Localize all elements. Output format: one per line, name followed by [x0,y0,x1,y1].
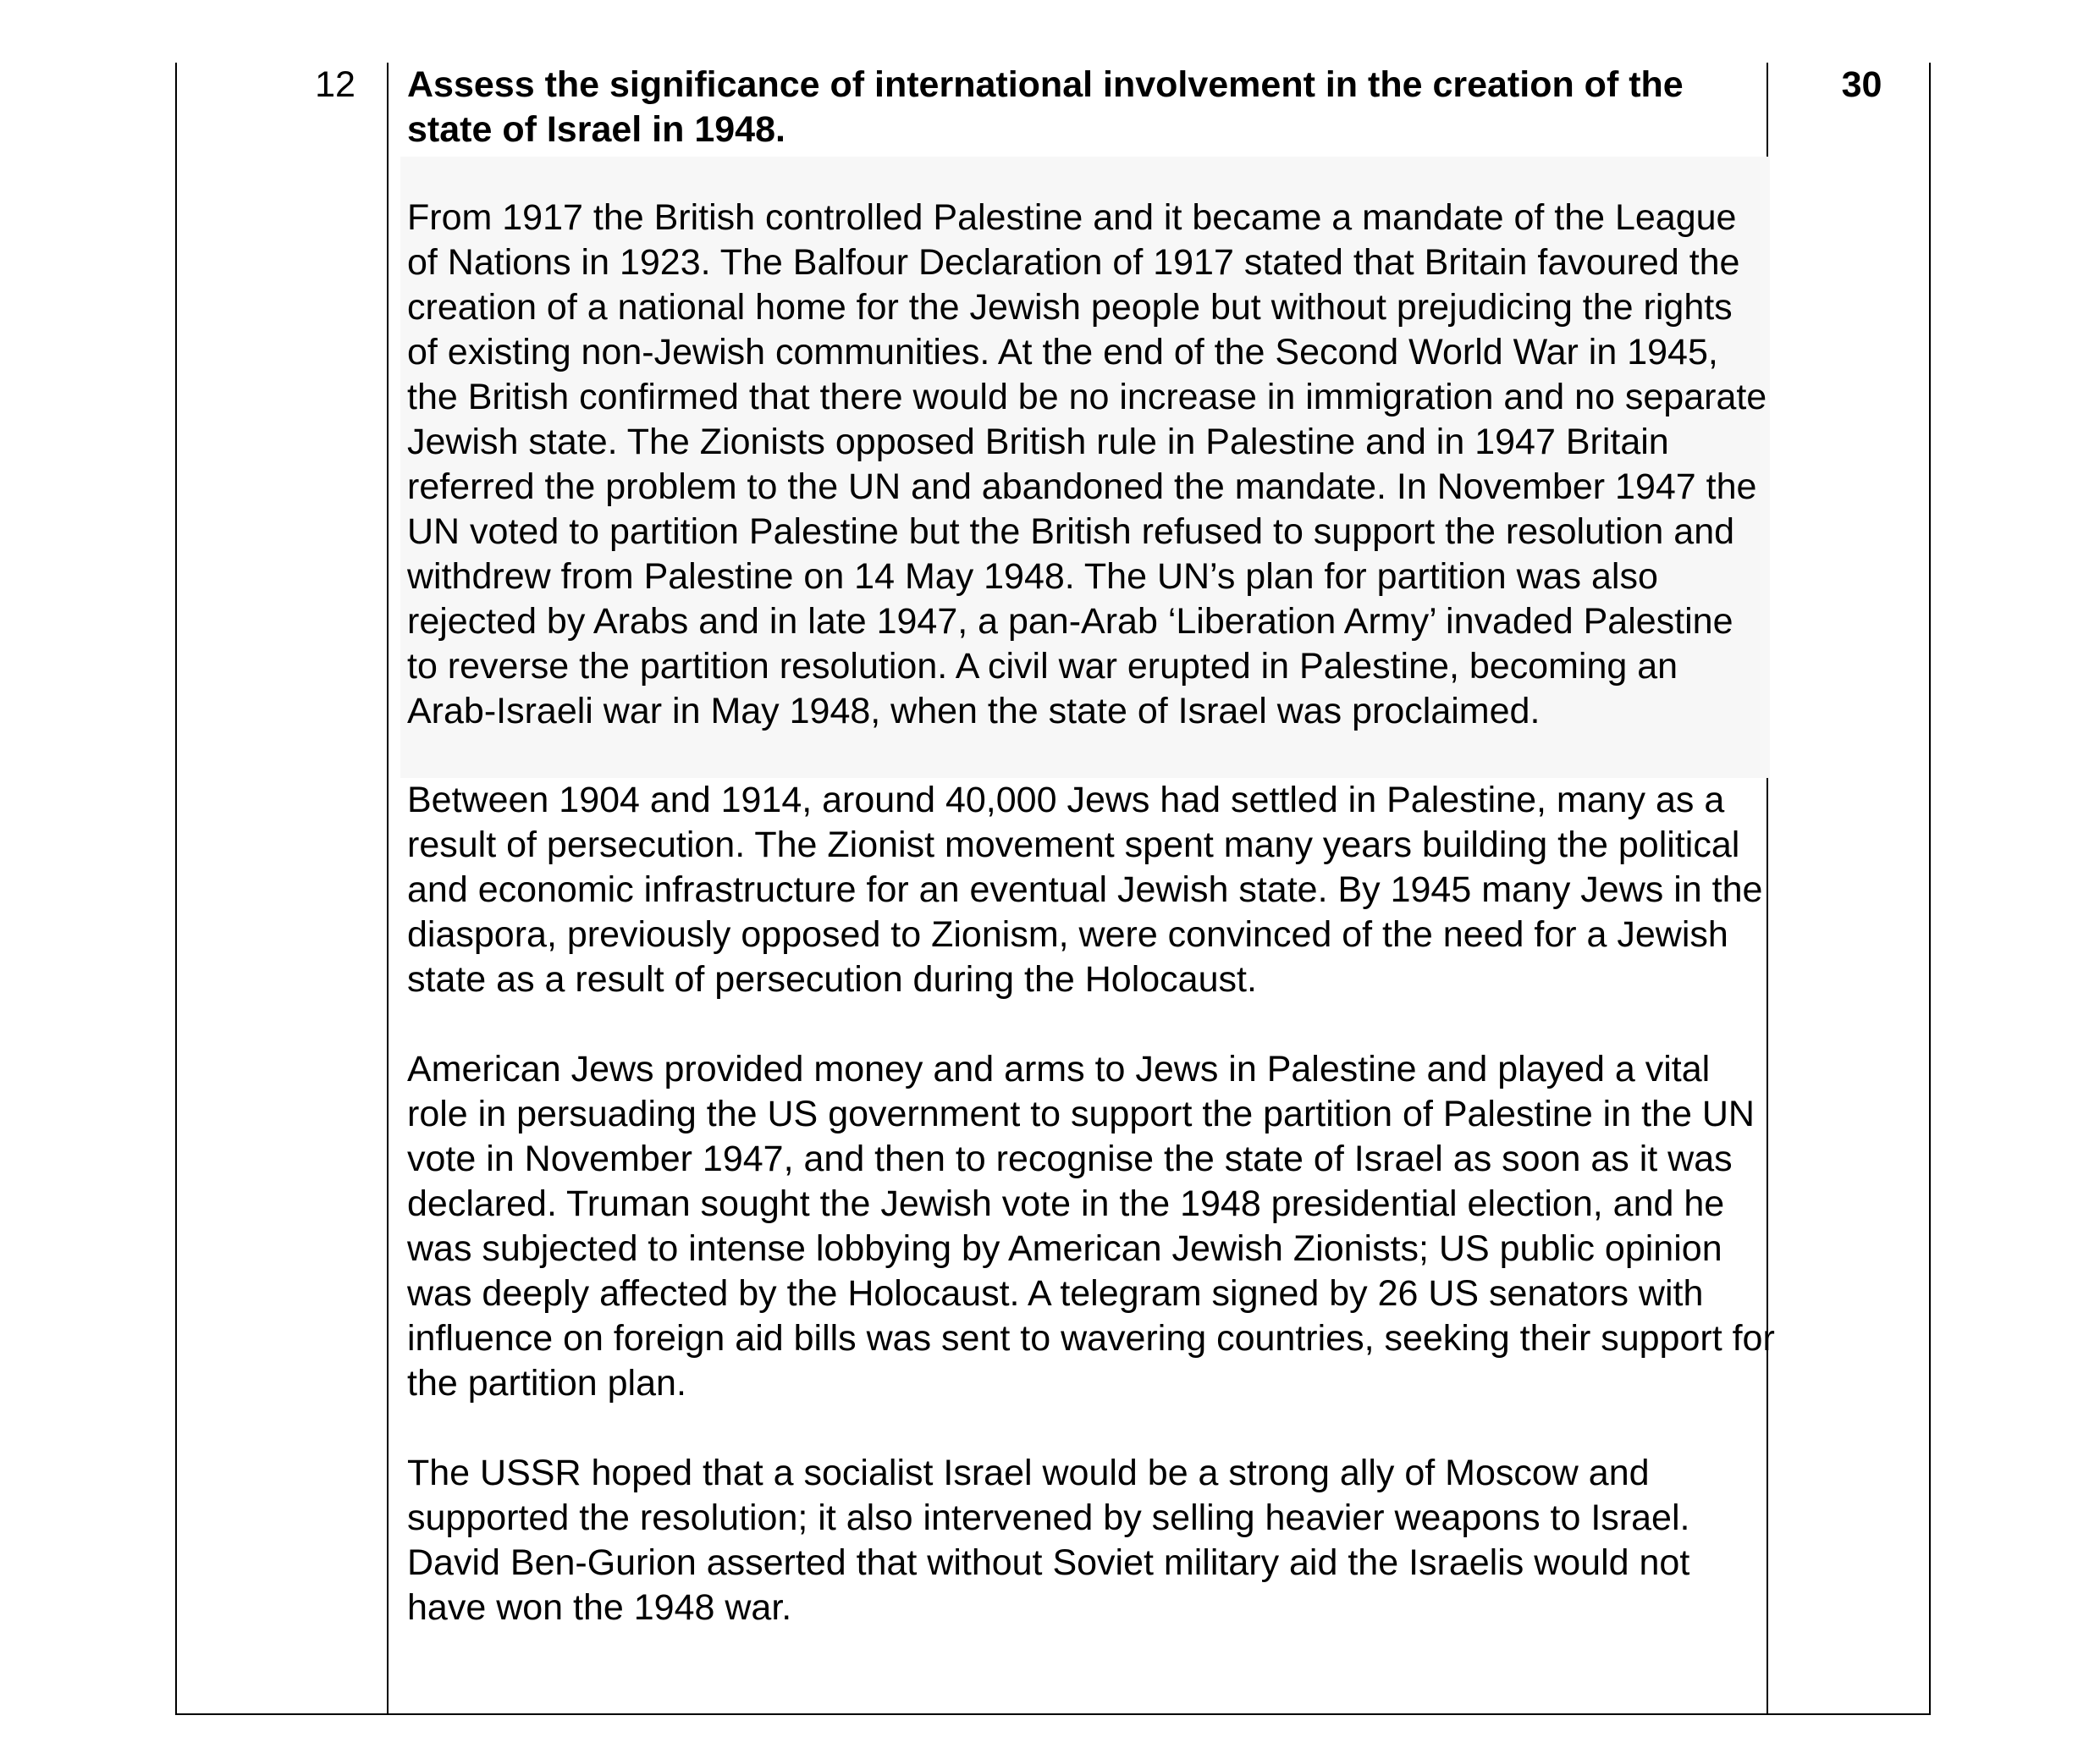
table-border-left [175,63,177,1713]
mark-scheme-table [175,63,1931,1715]
question-text: Assess the significance of international involvement in the creation of the state of Israel in 1948. [407,64,1684,150]
answer-content [407,63,1778,1630]
paragraph-4: The USSR hoped that a socialist Israel would be a strong ally of Moscow and supported the resolution; it also intervened by selling heavier weapons to Israel. David Ben-Gurion asserted that without Soviet military aid the Israelis would not have won the 1948 war. [407,1453,1690,1628]
shaded-paragraph-block [400,157,1770,778]
paragraph-1: From 1917 the British controlled Palestine and it became a mandate of the League of Nations in 1923. The Balfour Declaration of 1917 stated that Britain favoured the creation of a national home for the Jewish people but without prejudicing the rights of existing non-Jewish communities. At the end of the Second World War in 1945, the British confirmed that there would be no increase in immigration and no separate Jewish state. The Zionists opposed British rule in Palestine and in 1947 Britain referred the problem to the UN and abandoned the mandate. In November 1947 the UN voted to partition Palestine but the British refused to support the resolution and withdrew from Palestine on 14 May 1948. The UN’s plan for partition was also rejected by Arabs and in late 1947, a pan-Arab ‘Liberation Army’ invaded Palestine to reverse the partition resolution. A civil war erupted in Palestine, becoming an Arab-Israeli war in May 1948, when the state of Israel was proclaimed. [407,197,1767,731]
question-number: 12 [315,64,356,105]
paragraph-2: Between 1904 and 1914, around 40,000 Jews had settled in Palestine, many as a result of persecution. The Zionist movement spent many years building the political and economic infrastructure for an eventual Jewish state. By 1945 many Jews in the diaspora, previously opposed to Zionism, were convinced of the need for a Jewish state as a result of persecution during the Holocaust. [407,780,1763,1000]
table-divider-1 [387,63,389,1713]
paragraph-3: American Jews provided money and arms to Jews in Palestine and played a vital role in persuading the US government to support the partition of Palestine in the UN vote in November 1947, and then to recognise the state of Israel as soon as it was declared. Truman sought the Jewish vote in the 1948 presidential election, and he was subjected to intense lobbying by American Jewish Zionists; US public opinion was deeply affected by the Holocaust. A telegram signed by 26 US senators with influence on foreign aid bills was sent to wavering countries, seeking their support for the partition plan. [407,1049,1775,1404]
table-border-right [1929,63,1931,1713]
question-marks: 30 [1841,64,1882,105]
